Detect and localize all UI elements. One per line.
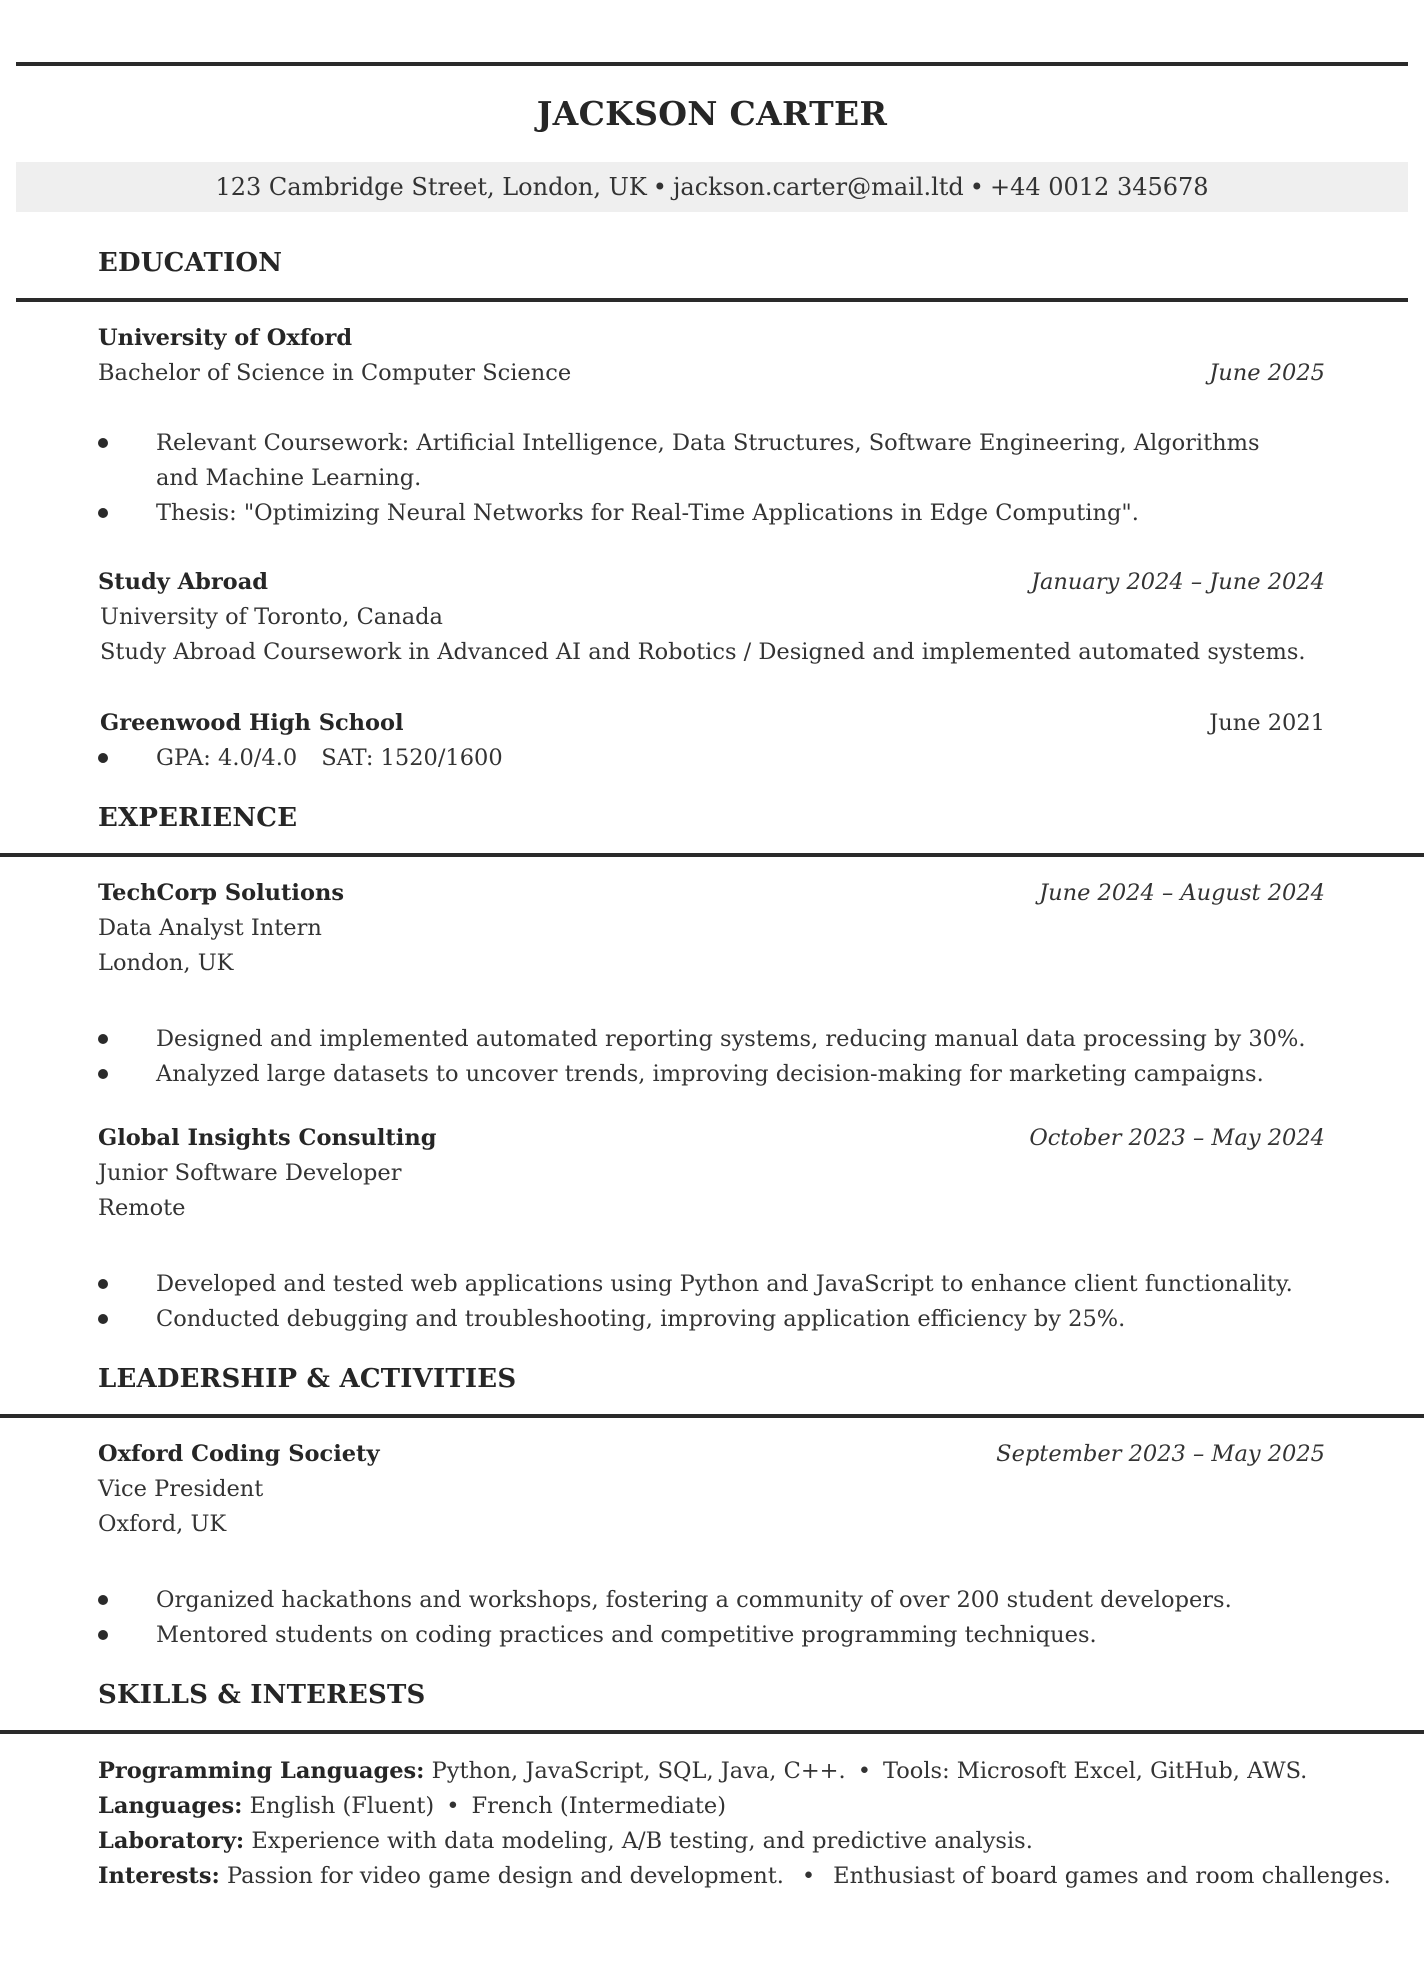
section-title-skills: SKILLS & INTERESTS (98, 1680, 426, 1710)
email-link[interactable]: jackson.carter@mail.ltd (672, 173, 964, 201)
institution-name: Study Abroad (98, 569, 269, 595)
bullet-icon (98, 438, 108, 448)
bullet-icon (98, 1034, 108, 1044)
section-title-education: EDUCATION (98, 248, 283, 278)
company-name: Global Insights Consulting (98, 1125, 437, 1151)
separator-dot: • (652, 173, 667, 201)
institution-name: Greenwood High School (100, 710, 404, 736)
gpa: GPA: 4.0/4.0 (156, 745, 298, 771)
bullet-icon (98, 1595, 108, 1605)
bullet-icon (98, 508, 108, 518)
date: January 2024 – June 2024 (1031, 569, 1325, 595)
experience-rule (0, 853, 1424, 857)
bullet-icon (98, 1279, 108, 1289)
date: June 2024 – August 2024 (1039, 880, 1325, 906)
education-rule (16, 298, 1408, 302)
separator-dot: • (857, 1758, 871, 1784)
role: Data Analyst Intern (98, 915, 322, 941)
company-name: TechCorp Solutions (98, 880, 345, 906)
phone: +44 0012 345678 (989, 173, 1209, 201)
date: September 2023 – May 2025 (996, 1441, 1325, 1467)
contact-band (16, 162, 1408, 212)
skills-rule (0, 1730, 1424, 1734)
address: 123 Cambridge Street, London, UK (215, 173, 647, 201)
role: Vice President (98, 1476, 264, 1502)
skill-row-interests: Interests: Passion for video game design and development. • Enthusiast of board games and room challenges. (98, 1863, 1391, 1889)
bullet-icon (98, 1314, 108, 1324)
section-title-experience: EXPERIENCE (98, 803, 298, 833)
organization-name: Oxford Coding Society (98, 1441, 380, 1467)
location: University of Toronto, Canada (100, 604, 443, 630)
location: London, UK (98, 950, 234, 976)
description: Study Abroad Coursework in Advanced AI and Robotics / Designed and implemented automated systems. (100, 639, 1306, 665)
separator-dot: • (801, 1863, 816, 1889)
bullet-icon (98, 753, 108, 763)
sat: SAT: 1520/1600 (321, 745, 503, 771)
date: June 2021 (1209, 710, 1325, 736)
location: Remote (98, 1195, 186, 1221)
degree: Bachelor of Science in Computer Science (98, 360, 572, 386)
institution-name: University of Oxford (98, 325, 353, 351)
date: June 2025 (1209, 360, 1325, 386)
bullet-icon (98, 1630, 108, 1640)
bullet-icon (98, 1069, 108, 1079)
date: October 2023 – May 2024 (1029, 1125, 1325, 1151)
skill-row-laboratory: Laboratory: Experience with data modeling, A/B testing, and predictive analysis. (98, 1828, 1033, 1854)
top-rule (16, 62, 1408, 66)
candidate-name: JACKSON CARTER (536, 94, 888, 133)
separator-dot: • (969, 173, 984, 201)
role: Junior Software Developer (98, 1160, 402, 1186)
skill-row-languages: Languages: English (Fluent) • French (Intermediate) (98, 1793, 726, 1819)
section-title-leadership: LEADERSHIP & ACTIVITIES (98, 1364, 517, 1394)
separator-dot: • (446, 1793, 460, 1819)
skill-row-programming: Programming Languages: Python, JavaScript, SQL, Java, C++. • Tools: Microsoft Excel, GitHub, AWS. (98, 1758, 1308, 1784)
location: Oxford, UK (98, 1511, 227, 1537)
leadership-rule (0, 1414, 1424, 1418)
